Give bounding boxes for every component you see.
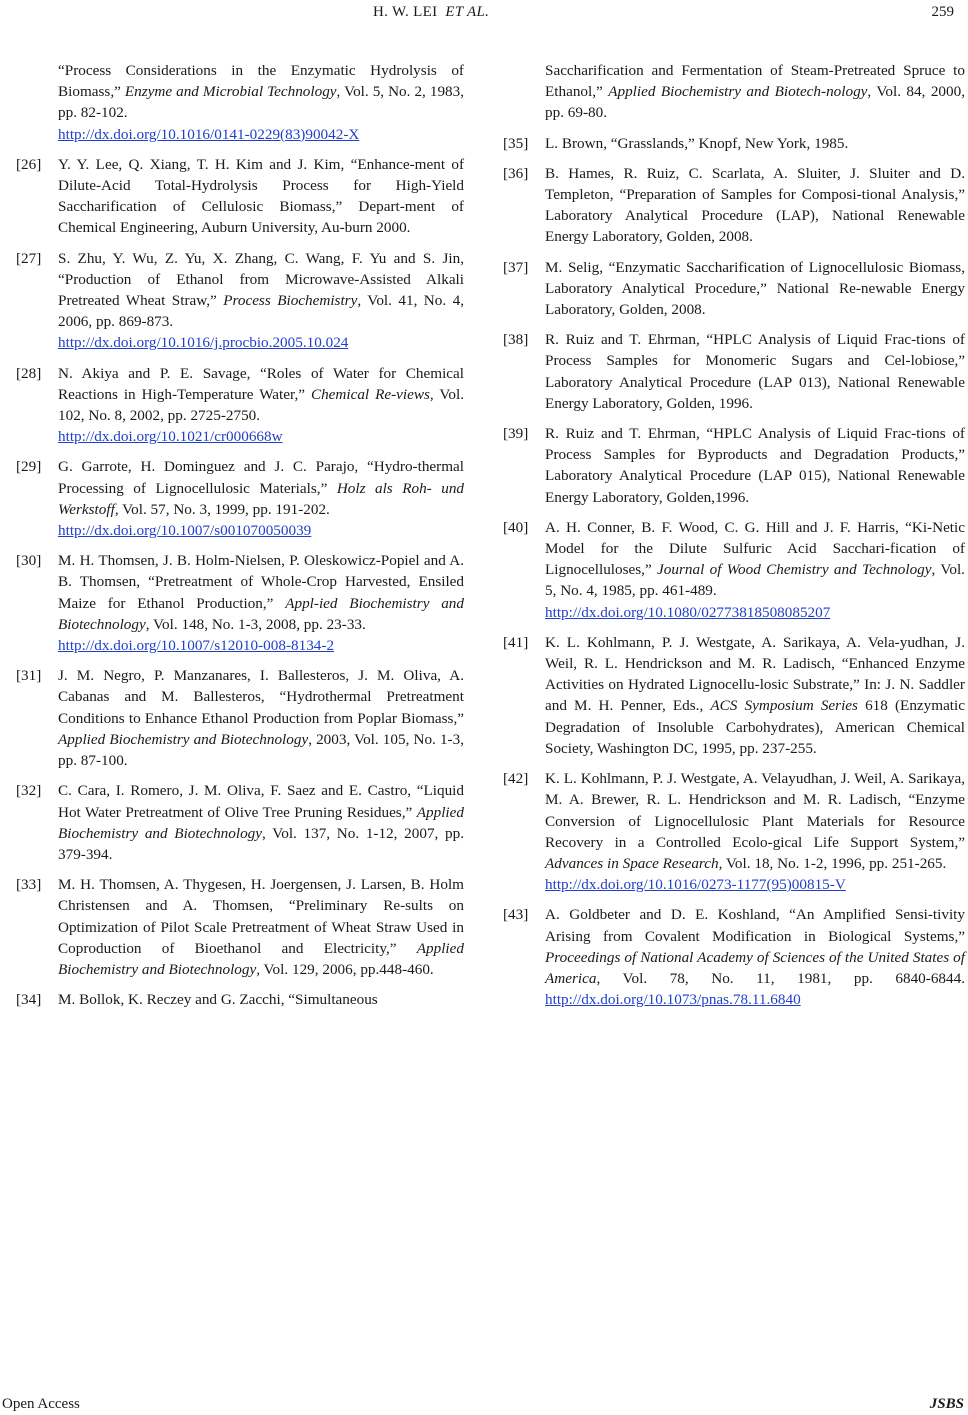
reference-body: M. Bollok, K. Reczey and G. Zacchi, “Simultaneous bbox=[58, 991, 378, 1009]
reference-body: K. L. Kohlmann, P. J. Westgate, A. Velayudhan, J. Weil, A. Sarikaya, M. A. Brewer, R. L. Hendrickson and M. R. Ladisch, “Enzyme Conversion of Lignocellulosic Plant Materials for Resource Recovery in a Controlled Ecolo-gical Life Support System,” bbox=[545, 770, 965, 851]
reference-entry bbox=[16, 665, 464, 771]
reference-number: [31] bbox=[16, 667, 42, 685]
reference-text bbox=[58, 874, 464, 980]
reference-number: [28] bbox=[16, 364, 42, 382]
reference-entry bbox=[503, 632, 965, 759]
reference-entry bbox=[503, 257, 965, 321]
reference-journal: Applied Biochemistry and Biotechnology bbox=[58, 939, 464, 978]
reference-text bbox=[58, 665, 464, 771]
running-head-title bbox=[373, 2, 489, 23]
reference-entry bbox=[16, 550, 464, 656]
reference-entry bbox=[16, 456, 464, 541]
reference-body: J. M. Negro, P. Manzanares, I. Ballesteros, J. M. Oliva, A. Cabanas and M. Ballesteros, “Hydrothermal Pretreatment Conditions to Enhance Ethanol Production from Poplar Biomass,” bbox=[58, 667, 464, 727]
reference-body: M. H. Thomsen, J. B. Holm-Nielsen, P. Oleskowicz-Popiel and A. B. Thomsen, “Pretreatment of Whole-Crop Harvested, Ensiled Maize for Ethanol Production,” bbox=[58, 552, 464, 612]
reference-entry bbox=[503, 163, 965, 248]
reference-body: Saccharification and Fermentation of Steam-Pretreated Spruce to Ethanol,” bbox=[545, 62, 965, 101]
reference-body: S. Zhu, Y. Wu, Z. Yu, X. Zhang, C. Wang, F. Yu and S. Jin, “Production of Ethanol from Microwave-Assisted Alkali Pretreated Wheat Straw,” bbox=[58, 249, 464, 310]
reference-body: M. Selig, “Enzymatic Saccharification of Lignocellulosic Biomass, Laboratory Analytical Procedure,” National Re-newable Energy Laboratory, Golden, 2008. bbox=[545, 258, 965, 319]
reference-text bbox=[545, 517, 965, 623]
reference-journal: Advances in Space Research bbox=[545, 854, 719, 872]
reference-journal: Appl-ied Biochemistry and Biotechnology bbox=[58, 594, 464, 633]
reference-body: “Process Considerations in the Enzymatic Hydrolysis of Biomass,” bbox=[58, 62, 464, 101]
reference-number: [27] bbox=[16, 249, 42, 267]
reference-body: R. Ruiz and T. Ehrman, “HPLC Analysis of Liquid Frac-tions of Process Samples for Monomeric Sugars and Cel-lobiose,” Laboratory Analytical Procedure (LAP 013), National Renewable Energy Laboratory, Golden, 1996. bbox=[545, 331, 965, 412]
reference-number bbox=[503, 60, 545, 124]
reference-entry bbox=[16, 989, 464, 1010]
reference-text bbox=[58, 989, 464, 1010]
reference-text bbox=[545, 329, 965, 414]
reference-entry bbox=[16, 248, 464, 354]
reference-details: , Vol. 78, No. 11, 1981, pp. 6840-6844. bbox=[596, 969, 965, 987]
reference-journal: Holz als Roh- und Werkstoff bbox=[58, 479, 465, 518]
reference-number: [37] bbox=[503, 258, 529, 276]
reference-number: [34] bbox=[16, 991, 42, 1009]
reference-text bbox=[545, 257, 965, 321]
reference-journal: Applied Biochemistry and Biotech-nology bbox=[608, 83, 868, 101]
running-head bbox=[0, 2, 968, 22]
reference-number: [33] bbox=[16, 876, 42, 894]
running-head-et-al: ET AL. bbox=[445, 4, 490, 20]
reference-journal: Applied Biochemistry and Biotechnology bbox=[58, 803, 464, 842]
reference-journal: Proceedings of National Academy of Sciences of the United States of America bbox=[545, 948, 965, 987]
reference-journal: Journal of Wood Chemistry and Technology bbox=[657, 561, 932, 579]
reference-text bbox=[545, 60, 965, 124]
doi-link[interactable]: http://dx.doi.org/10.1007/s001070050039 bbox=[58, 522, 312, 540]
reference-details: 618 (Enzymatic Degradation of Insoluble Carbohydrates), American Chemical Society, Washington DC, 1995, pp. 237-255. bbox=[545, 697, 965, 757]
reference-number: [30] bbox=[16, 552, 42, 570]
reference-number: [38] bbox=[503, 331, 529, 349]
reference-number bbox=[16, 60, 58, 145]
reference-entry bbox=[16, 60, 464, 145]
reference-text bbox=[58, 60, 464, 145]
reference-entry bbox=[503, 60, 965, 124]
reference-entry bbox=[16, 780, 464, 865]
reference-number: [35] bbox=[503, 134, 529, 152]
reference-body: K. L. Kohlmann, P. J. Westgate, A. Sarikaya, A. Vela-yudhan, J. Weil, R. L. Hendrickson and M. R. Ladisch, “Enhanced Enzyme Activities on Hydrated Lignocellu-losic Substrate,” In: J. N. Saddler and M. H. Penner, Eds., bbox=[545, 633, 965, 715]
reference-journal: ACS Symposium Series bbox=[710, 697, 858, 715]
reference-details: , Vol. 5, No. 4, 1985, pp. 461-489. bbox=[545, 561, 965, 600]
reference-number: [42] bbox=[503, 770, 529, 788]
reference-text bbox=[545, 423, 965, 508]
footer-open-access: Open Access bbox=[2, 1396, 80, 1412]
references-left-column bbox=[16, 60, 464, 1019]
reference-body: C. Cara, I. Romero, J. M. Oliva, F. Saez and E. Castro, “Liquid Hot Water Pretreatment of Olive Tree Pruning Residues,” bbox=[58, 782, 464, 821]
reference-details: , Vol. 137, No. 1-12, 2007, pp. 379-394. bbox=[58, 824, 464, 863]
page-number: 259 bbox=[931, 4, 954, 20]
reference-text bbox=[545, 163, 965, 248]
reference-text bbox=[58, 154, 464, 239]
reference-entry bbox=[503, 133, 965, 154]
reference-details: , 2003, Vol. 105, No. 1-3, pp. 87-100. bbox=[58, 730, 464, 770]
reference-body: N. Akiya and P. E. Savage, “Roles of Water for Chemical Reactions in High-Temperature Water,” bbox=[58, 364, 464, 403]
reference-entry bbox=[503, 768, 965, 895]
reference-body: A. H. Conner, B. F. Wood, C. G. Hill and J. F. Harris, “Ki-Netic Model for the Dilute Sulfuric Acid Sacchari-fication of Lignocelluloses,” bbox=[545, 518, 965, 579]
reference-details: , Vol. 129, 2006, pp.448-460. bbox=[256, 960, 434, 978]
reference-details: , Vol. 84, 2000, pp. 69-80. bbox=[545, 83, 965, 122]
reference-text bbox=[545, 768, 965, 895]
reference-details: , Vol. 18, No. 1-2, 1996, pp. 251-265. bbox=[718, 854, 947, 872]
reference-details: , Vol. 57, No. 3, 1999, pp. 191-202. bbox=[114, 500, 330, 518]
reference-entry bbox=[503, 517, 965, 623]
reference-journal: Applied Biochemistry and Biotechnology bbox=[58, 730, 309, 748]
reference-number: [43] bbox=[503, 906, 529, 924]
page-footer bbox=[0, 1394, 968, 1414]
reference-journal: Enzyme and Microbial Technology bbox=[124, 83, 337, 101]
reference-details: , Vol. 102, No. 8, 2002, pp. 2725-2750. bbox=[58, 385, 464, 425]
reference-journal: Chemical Re-views bbox=[310, 385, 430, 403]
reference-details: , Vol. 5, No. 2, 1983, pp. 82-102. bbox=[58, 83, 465, 122]
reference-number: [29] bbox=[16, 458, 42, 476]
reference-number: [39] bbox=[503, 425, 529, 443]
reference-text bbox=[58, 550, 464, 656]
reference-entry bbox=[503, 423, 965, 508]
reference-body: G. Garrote, H. Dominguez and J. C. Parajo, “Hydro-thermal Processing of Lignocellulosic Materials,” bbox=[58, 458, 464, 497]
doi-link[interactable]: http://dx.doi.org/10.1016/j.procbio.2005.10.024 bbox=[58, 334, 349, 352]
reference-entry bbox=[16, 154, 464, 239]
doi-link[interactable]: http://dx.doi.org/10.1080/02773818508085207 bbox=[545, 603, 831, 621]
doi-link[interactable]: http://dx.doi.org/10.1021/cr000668w bbox=[58, 428, 283, 446]
reference-details: , Vol. 41, No. 4, 2006, pp. 869-873. bbox=[58, 292, 464, 331]
reference-number: [40] bbox=[503, 518, 529, 536]
reference-number: [36] bbox=[503, 164, 529, 182]
reference-text bbox=[545, 133, 965, 154]
reference-body: M. H. Thomsen, A. Thygesen, H. Joergensen, J. Larsen, B. Holm Christensen and A. Thomsen, “Preliminary Re-sults on Optimization of Pilot Scale Pretreatment of Wheat Straw Used in Coproduction of Bioethanol and Electricity,” bbox=[58, 876, 464, 957]
doi-link[interactable]: http://dx.doi.org/10.1016/0273-1177(95)00815-V bbox=[545, 876, 846, 894]
reference-body: B. Hames, R. Ruiz, C. Scarlata, A. Sluiter, J. Sluiter and D. Templeton, “Preparation of Samples for Composi-tional Analysis,” Laboratory Analytical Procedure (LAP), National Renewable Energy Laboratory, Golden, 2008. bbox=[545, 164, 965, 246]
doi-link[interactable]: http://dx.doi.org/10.1016/0141-0229(83)90042-X bbox=[58, 125, 360, 143]
footer-journal-abbrev: JSBS bbox=[929, 1396, 964, 1412]
references-right-column bbox=[503, 60, 965, 1019]
reference-text bbox=[58, 248, 464, 354]
reference-text bbox=[545, 904, 965, 1010]
reference-entry bbox=[16, 874, 464, 980]
reference-details: , Vol. 148, No. 1-3, 2008, pp. 23-33. bbox=[145, 615, 366, 633]
reference-entry bbox=[503, 329, 965, 414]
reference-text bbox=[58, 456, 464, 541]
reference-body: Y. Y. Lee, Q. Xiang, T. H. Kim and J. Kim, “Enhance-ment of Dilute-Acid Total-Hydrolysis Process for High-Yield Saccharification of Cellulosic Biomass,” Depart-ment of Chemical Engineering, Auburn University, Au-burn 2000. bbox=[58, 155, 464, 237]
reference-journal: Process Biochemistry bbox=[223, 292, 358, 310]
doi-link[interactable]: http://dx.doi.org/10.1007/s12010-008-8134-2 bbox=[58, 637, 335, 655]
reference-number: [32] bbox=[16, 782, 42, 800]
reference-body: A. Goldbeter and D. E. Koshland, “An Amplified Sensi-tivity Arising from Covalent Modification in Biological Systems,” bbox=[545, 906, 965, 945]
doi-link[interactable]: http://dx.doi.org/10.1073/pnas.78.11.6840 bbox=[545, 991, 801, 1009]
running-head-authors: H. W. LEI bbox=[373, 4, 438, 20]
reference-entry bbox=[16, 363, 464, 448]
reference-text bbox=[545, 632, 965, 759]
reference-body: R. Ruiz and T. Ehrman, “HPLC Analysis of Liquid Frac-tions of Process Samples for Byproducts and Degradation Products,” Laboratory Analytical Procedure (LAP 015), National Renewable Energy Laboratory, Golden,1996. bbox=[545, 425, 965, 506]
reference-number: [26] bbox=[16, 155, 42, 173]
reference-body: L. Brown, “Grasslands,” Knopf, New York, 1985. bbox=[545, 134, 849, 152]
reference-entry bbox=[503, 904, 965, 1010]
reference-number: [41] bbox=[503, 633, 529, 651]
reference-text bbox=[58, 780, 464, 865]
reference-text bbox=[58, 363, 464, 448]
